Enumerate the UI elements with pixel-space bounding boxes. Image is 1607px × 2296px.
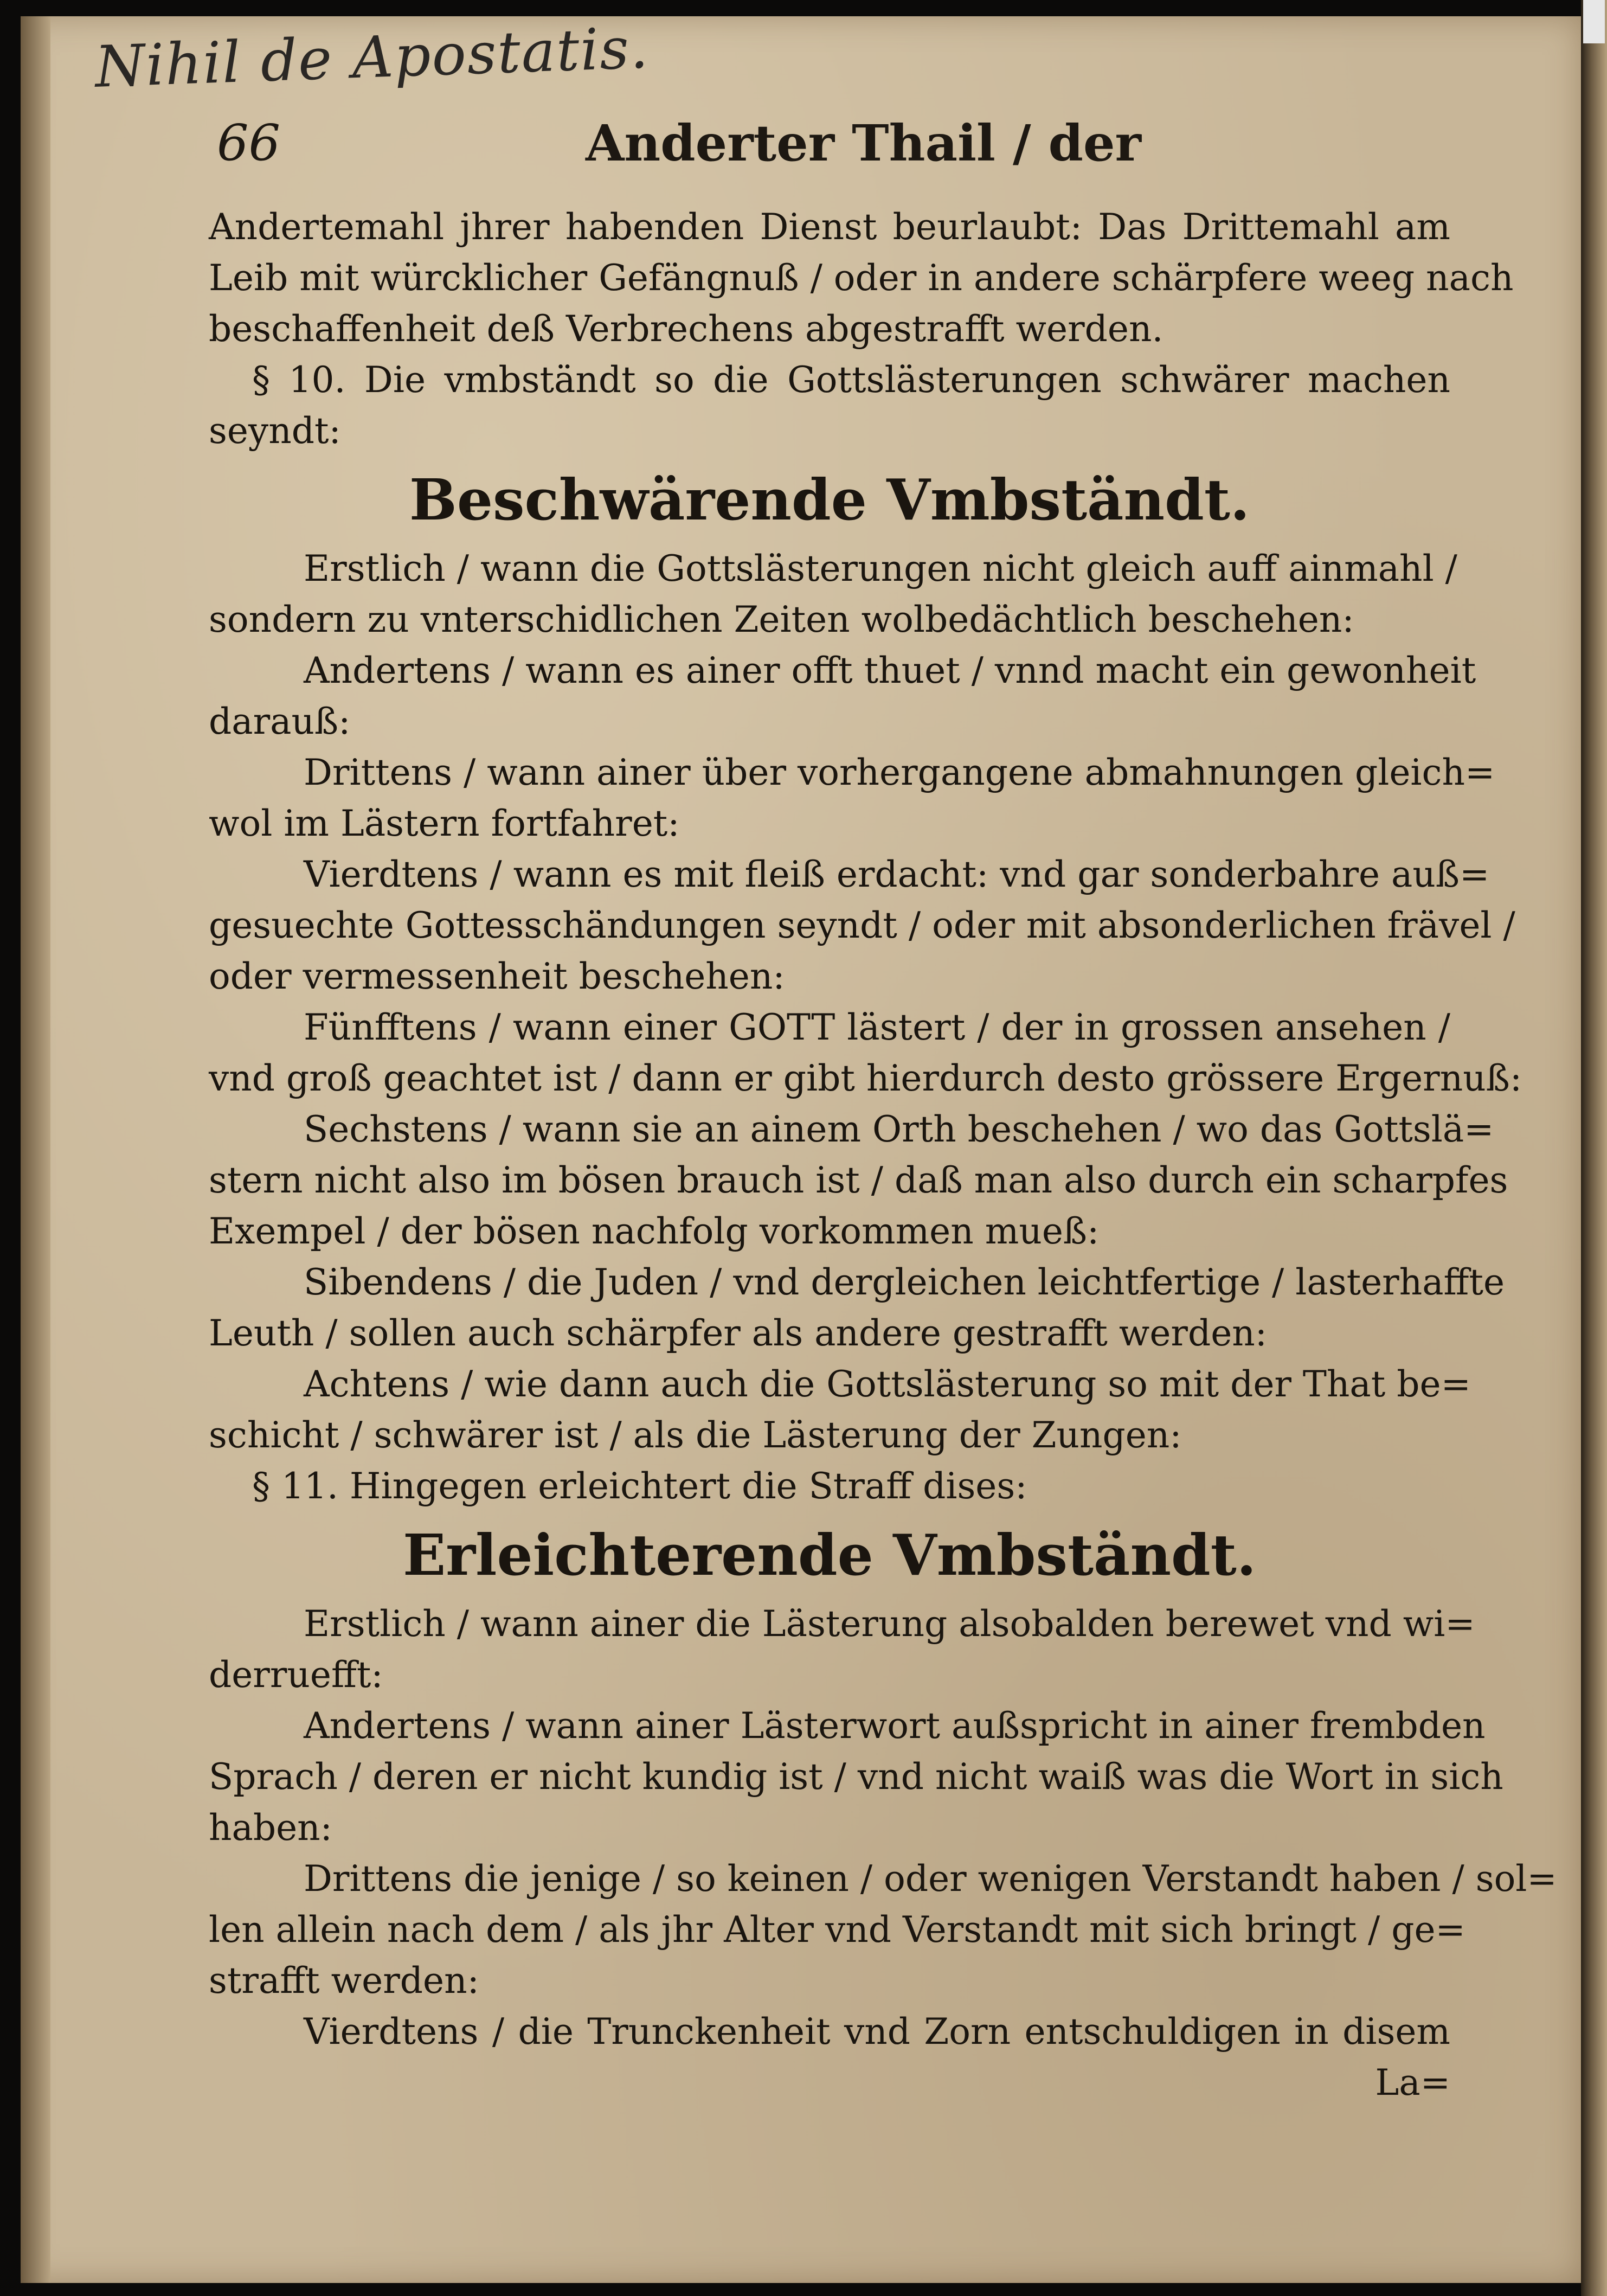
text-line: Sechstens / wann sie an ainem Orth beschehen / wo das Gottslä= bbox=[304, 1108, 1494, 1150]
text-line: len allein nach dem / als jhr Alter vnd Verstandt mit sich bringt / ge= bbox=[209, 1909, 1465, 1951]
text-line: darauß: bbox=[209, 701, 351, 742]
text-line: wol im Lästern fortfahret: bbox=[209, 803, 680, 844]
text-line: Andertens / wann es ainer offt thuet / vnnd macht ein gewonheit bbox=[304, 650, 1476, 691]
text-body bbox=[209, 202, 1557, 2108]
text-line: haben: bbox=[209, 1807, 332, 1849]
text-line: vnd groß geachtet ist / dann er gibt hierdurch desto grössere Ergernuß: bbox=[209, 1057, 1522, 1099]
text-line: derruefft: bbox=[209, 1654, 383, 1696]
text-line: gesuechte Gottesschändungen seyndt / oder mit absonderlichen frävel / bbox=[209, 905, 1515, 946]
text-line: Sibendens / die Juden / vnd dergleichen leichtfertige / lasterhaffte bbox=[304, 1261, 1505, 1303]
text-line: sondern zu vnterschidlichen Zeiten wolbedächtlich beschehen: bbox=[209, 599, 1354, 640]
page-gutter bbox=[21, 16, 50, 2283]
text-line: Erstlich / wann ainer die Lästerung alsobalden berewet vnd wi= bbox=[304, 1603, 1475, 1645]
text-line: beschaffenheit deß Verbrechens abgestrafft werden. bbox=[209, 308, 1164, 350]
book-edge bbox=[1581, 0, 1607, 2296]
text-line: Vierdtens / wann es mit fleiß erdacht: vnd gar sonderbahre auß= bbox=[304, 854, 1490, 895]
text-line: Drittens / wann ainer über vorhergangene abmahnungen gleich= bbox=[304, 752, 1495, 793]
handwritten-note: Nihil de Apostatis. bbox=[94, 15, 651, 100]
text-line: stern nicht also im bösen brauch ist / daß man also durch ein scharpfes bbox=[209, 1159, 1508, 1201]
scan-color-strip bbox=[1583, 0, 1605, 43]
text-line: Sprach / deren er nicht kundig ist / vnd nicht waiß was die Wort in sich bbox=[209, 1756, 1503, 1798]
text-line: Fünfftens / wann einer GOTT lästert / der in grossen ansehen / bbox=[304, 1006, 1450, 1048]
text-line: Achtens / wie dann auch die Gottslästerung so mit der That be= bbox=[304, 1363, 1471, 1405]
text-line: seyndt: bbox=[209, 410, 341, 452]
text-line: Leib mit würcklicher Gefängnuß / oder in andere schärpfere weeg nach bbox=[209, 257, 1514, 299]
section-line: § 11. Hingegen erleichtert die Straff dises: bbox=[252, 1465, 1027, 1507]
section-heading: Beschwärende Vmbständt. bbox=[409, 466, 1250, 533]
text-line: Drittens die jenige / so keinen / oder wenigen Verstandt haben / sol= bbox=[304, 1858, 1557, 1900]
catchword: La= bbox=[1375, 2062, 1450, 2103]
section-line: § 10. Die vmbständt so die Gottslästerungen schwärer machen bbox=[252, 359, 1450, 401]
text-line: oder vermessenheit beschehen: bbox=[209, 955, 785, 997]
text-line: schicht / schwärer ist / als die Lästerung der Zungen: bbox=[209, 1414, 1182, 1456]
page-number: 66 bbox=[217, 114, 281, 172]
text-line: Vierdtens / die Trunckenheit vnd Zorn entschuldigen in disem bbox=[304, 2011, 1450, 2053]
running-head: Anderter Thail / der bbox=[586, 114, 1141, 172]
text-line: strafft werden: bbox=[209, 1960, 479, 2002]
text-line: Andertens / wann ainer Lästerwort außspricht in ainer frembden bbox=[304, 1705, 1486, 1747]
text-line: Exempel / der bösen nachfolg vorkommen mueß: bbox=[209, 1210, 1100, 1252]
text-line: Andertemahl jhrer habenden Dienst beurlaubt: Das Drittemahl am bbox=[209, 206, 1450, 248]
section-heading: Erleichterende Vmbständt. bbox=[402, 1522, 1257, 1588]
text-line: Erstlich / wann die Gottslästerungen nicht gleich auff ainmahl / bbox=[304, 548, 1457, 589]
text-line: Leuth / sollen auch schärpfer als andere gestrafft werden: bbox=[209, 1312, 1267, 1354]
